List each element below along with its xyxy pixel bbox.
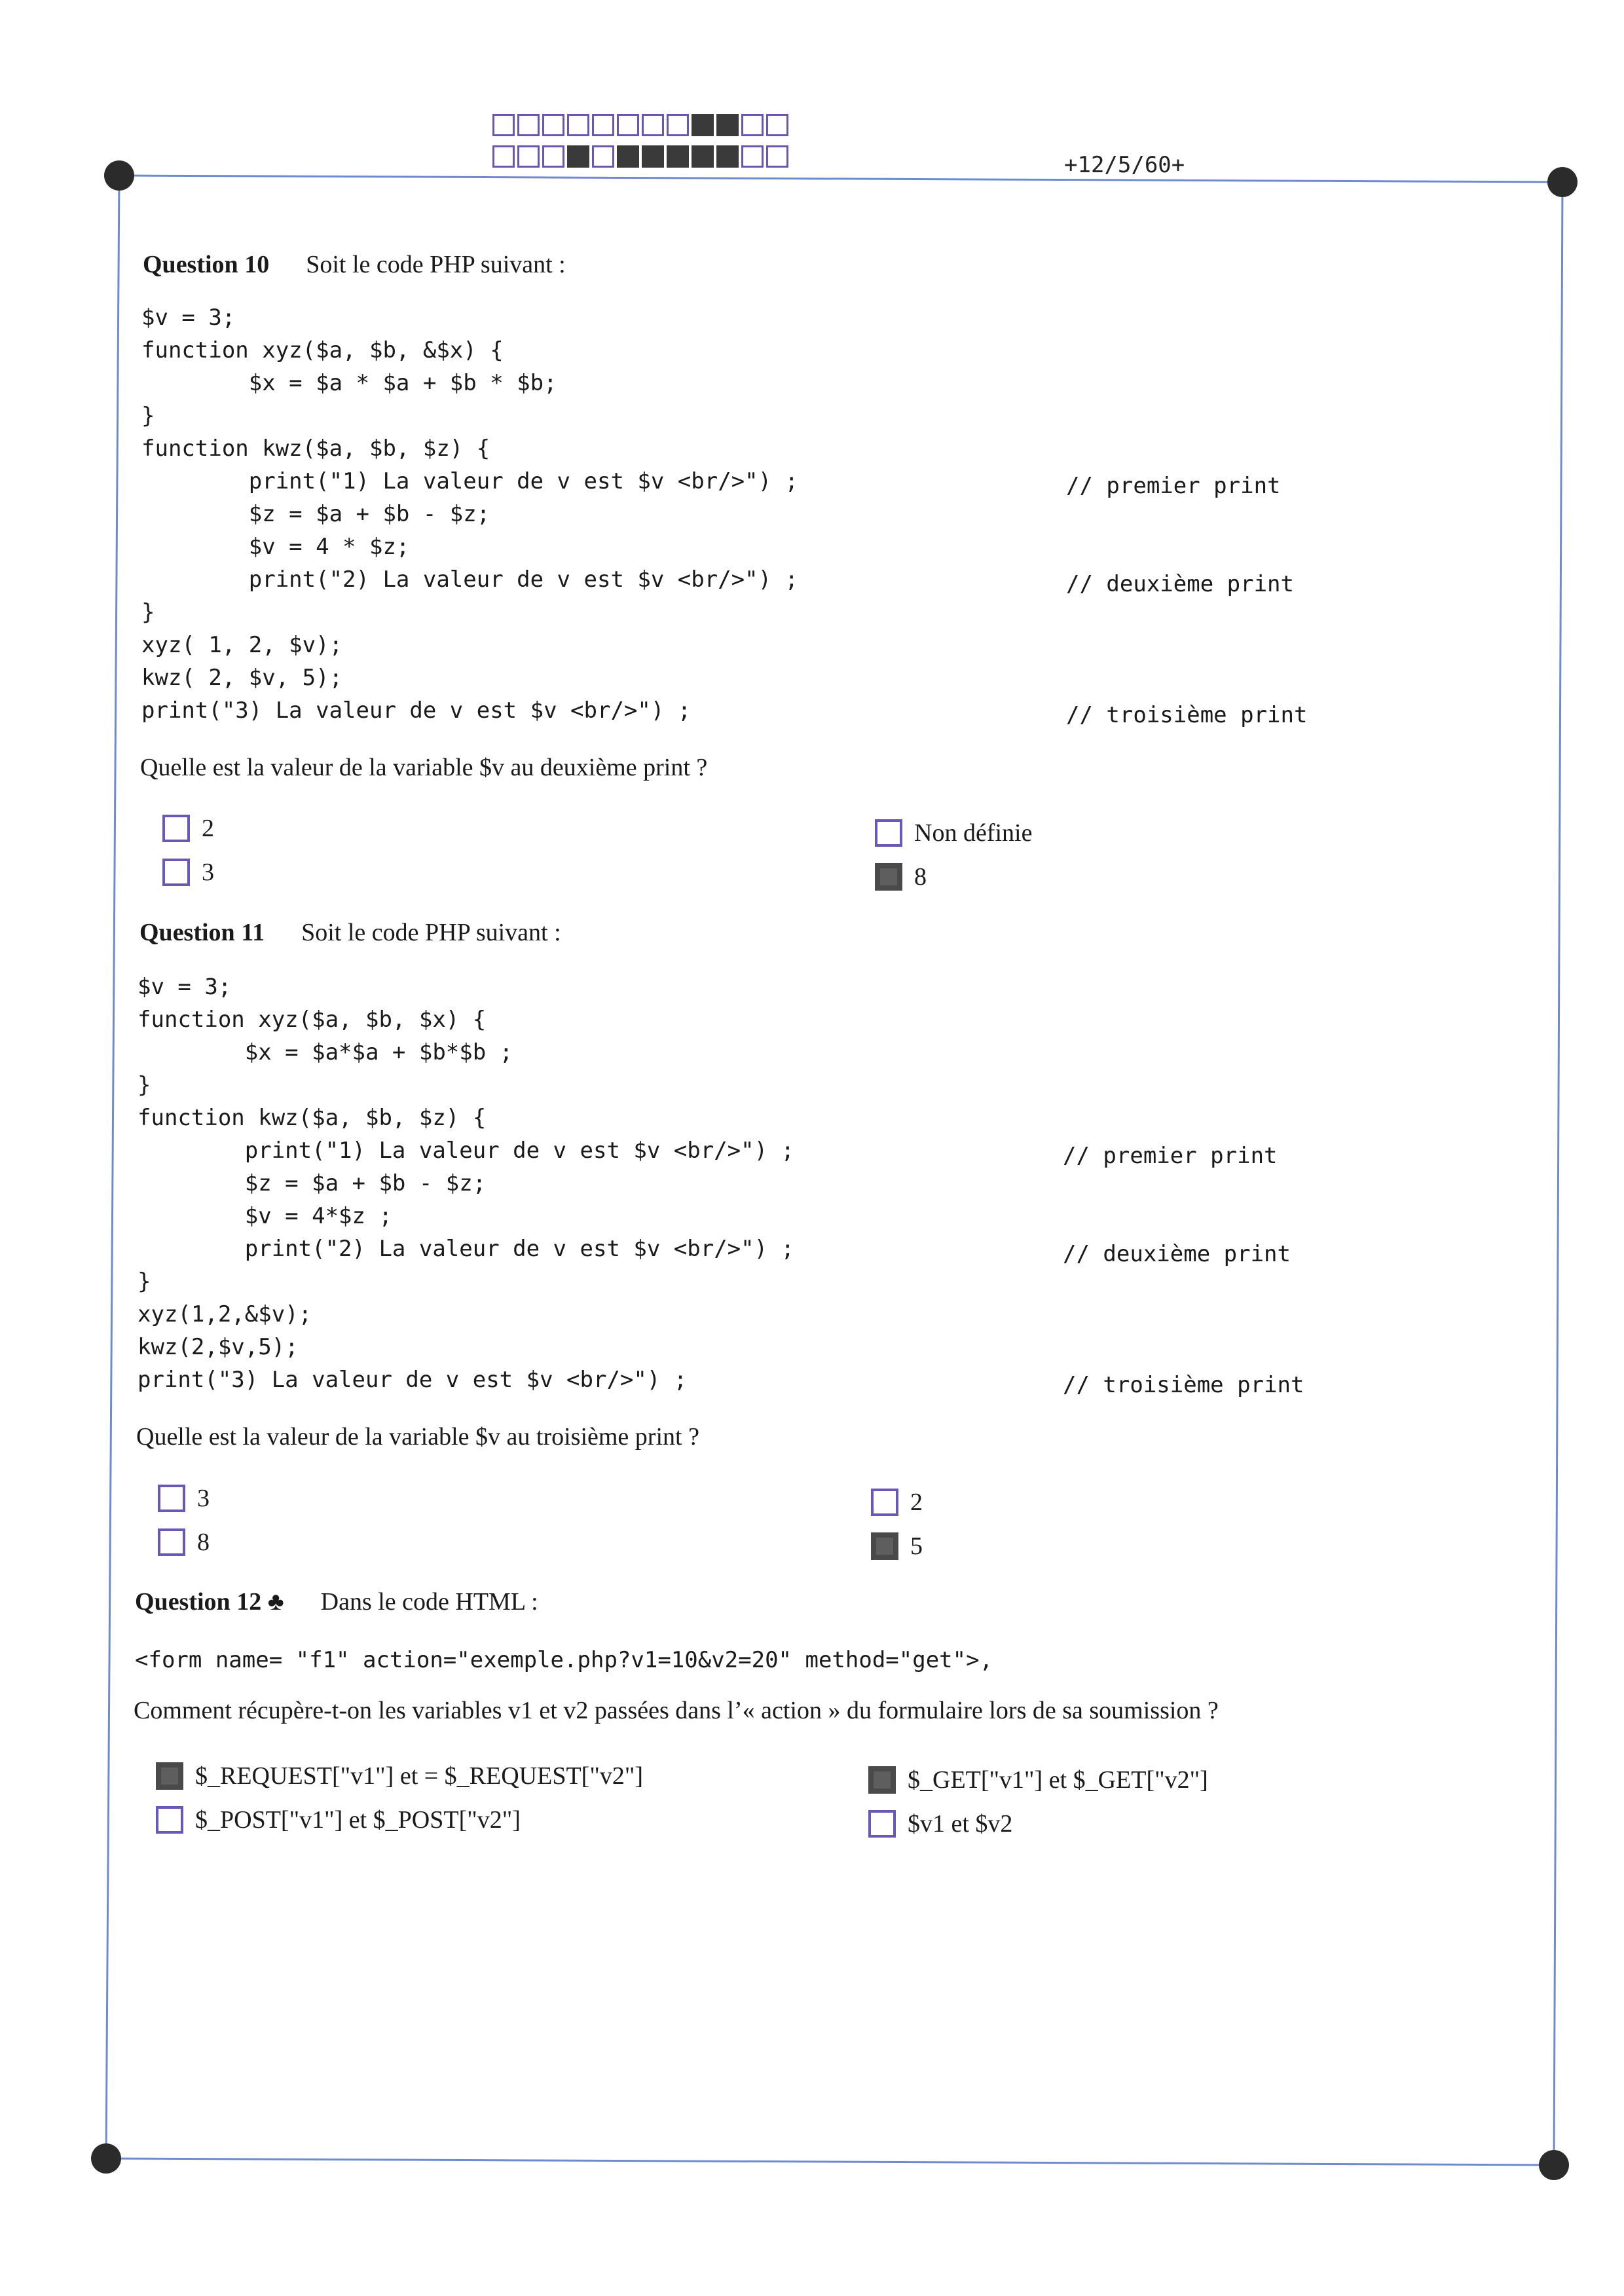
answer-option[interactable] [156,1762,643,1790]
question-stem: Quelle est la valeur de la variable $v au troisième print ? [136,1423,699,1451]
checkbox[interactable] [156,1762,183,1790]
id-box[interactable] [542,114,564,136]
answer-option[interactable] [875,862,927,891]
id-box[interactable] [667,114,689,136]
question-11-header [139,918,561,947]
registration-dot-bottom-left [91,2143,121,2174]
id-box[interactable] [492,145,515,168]
answer-label: Non définie [914,819,1033,847]
question-stem: Quelle est la valeur de la variable $v au deuxième print ? [140,754,708,781]
answer-option[interactable] [158,1528,210,1557]
checkbox[interactable] [871,1532,898,1560]
id-box[interactable] [667,145,689,168]
student-id-boxes-row-1 [492,114,791,136]
answer-label: $_GET["v1"] et $_GET["v2"] [908,1766,1208,1794]
code-comment: // troisième print [1063,1372,1304,1398]
code-comment: // premier print [1066,473,1281,499]
answer-label: 3 [197,1485,210,1512]
question-number-text: Question 12 [135,1588,262,1616]
answer-label: 5 [910,1532,923,1560]
id-box[interactable] [617,114,639,136]
id-box[interactable] [517,114,540,136]
answer-label: $v1 et $v2 [908,1810,1013,1838]
id-box[interactable] [567,114,589,136]
answer-label: 3 [202,859,214,886]
answer-option[interactable] [871,1488,923,1517]
answer-option[interactable] [868,1766,1208,1794]
question-intro: Soit le code PHP suivant : [306,251,566,278]
question-number: Question 10 [143,251,270,278]
id-box[interactable] [517,145,540,168]
code-comment: // premier print [1063,1143,1278,1169]
code-comment: // deuxième print [1063,1241,1291,1267]
code-comment: // deuxième print [1066,571,1294,597]
answer-option[interactable] [156,1805,521,1834]
checkbox[interactable] [875,863,902,891]
question-number: Question 11 [139,919,265,946]
code-comment: // troisième print [1066,702,1308,728]
id-box[interactable] [567,145,589,168]
answer-option[interactable] [162,814,214,843]
registration-dot-bottom-right [1539,2150,1569,2180]
answer-label: $_REQUEST["v1"] et = $_REQUEST["v2"] [195,1762,644,1790]
checkbox[interactable] [868,1810,896,1838]
answer-option[interactable] [868,1809,1012,1838]
checkbox[interactable] [156,1806,183,1834]
club-icon: ♣ [267,1588,284,1616]
checkbox[interactable] [158,1528,185,1556]
registration-dot-top-left [104,160,134,191]
question-intro: Dans le code HTML : [320,1588,538,1616]
checkbox[interactable] [162,859,190,886]
php-code-block: $v = 3; function xyz($a, $b, $x) { $x = $a*$a + $b*$b ; } function kwz($a, $b, $z) { print("1) La valeur de v est $v <br/>") ; $z = $a + $b - $z; $v = 4*$z ; print("2) La valeur de v est $v <br/>") ; } xyz(1,2,&$v); kwz(2,$v,5); print("3) La valeur de v est $v <br/>") ; [138,974,795,1393]
checkbox[interactable] [162,815,190,842]
sheet-id: +12/5/60+ [1064,152,1185,178]
checkbox[interactable] [158,1485,185,1512]
id-box[interactable] [592,114,614,136]
answer-label: 2 [202,815,214,842]
answer-option[interactable] [871,1532,923,1561]
id-box[interactable] [617,145,639,168]
id-box[interactable] [741,114,764,136]
answer-label: 8 [914,863,927,891]
question-12-header [135,1587,538,1616]
id-box[interactable] [542,145,564,168]
id-box[interactable] [492,114,515,136]
id-box[interactable] [716,114,739,136]
php-code-block: $v = 3; function xyz($a, $b, &$x) { $x = $a * $a + $b * $b; } function kwz($a, $b, $z) { print("1) La valeur de v est $v <br/>") ; $z = $a + $b - $z; $v = 4 * $z; print("2) La valeur de v est $v <br/>") ; } xyz( 1, 2, $v); kwz( 2, $v, 5); print("3) La valeur de v est $v <br/>") ; [141,305,799,724]
id-box[interactable] [592,145,614,168]
answer-option[interactable] [158,1484,210,1513]
id-box[interactable] [766,114,788,136]
question-10-header [143,250,566,279]
id-box[interactable] [692,114,714,136]
answer-label: 2 [910,1489,923,1516]
question-intro: Soit le code PHP suivant : [301,919,561,946]
question-stem: Comment récupère-t-on les variables v1 et v2 passées dans l’« action » du formulaire lors de sa soumission ? [134,1697,1219,1724]
id-box[interactable] [741,145,764,168]
id-box[interactable] [766,145,788,168]
answer-label: $_POST["v1"] et $_POST["v2"] [195,1806,521,1834]
registration-dot-top-right [1547,167,1578,197]
checkbox[interactable] [871,1489,898,1516]
answer-option[interactable] [162,858,214,887]
id-box[interactable] [716,145,739,168]
checkbox[interactable] [875,819,902,847]
answer-label: 8 [197,1528,210,1556]
id-box[interactable] [642,114,664,136]
checkbox[interactable] [868,1766,896,1794]
answer-option[interactable] [875,819,1032,847]
id-box[interactable] [642,145,664,168]
html-code-line: <form name= "f1" action="exemple.php?v1=10&v2=20" method="get">, [135,1647,993,1673]
id-box[interactable] [692,145,714,168]
student-id-boxes-row-2 [492,145,791,168]
question-number [135,1588,284,1616]
